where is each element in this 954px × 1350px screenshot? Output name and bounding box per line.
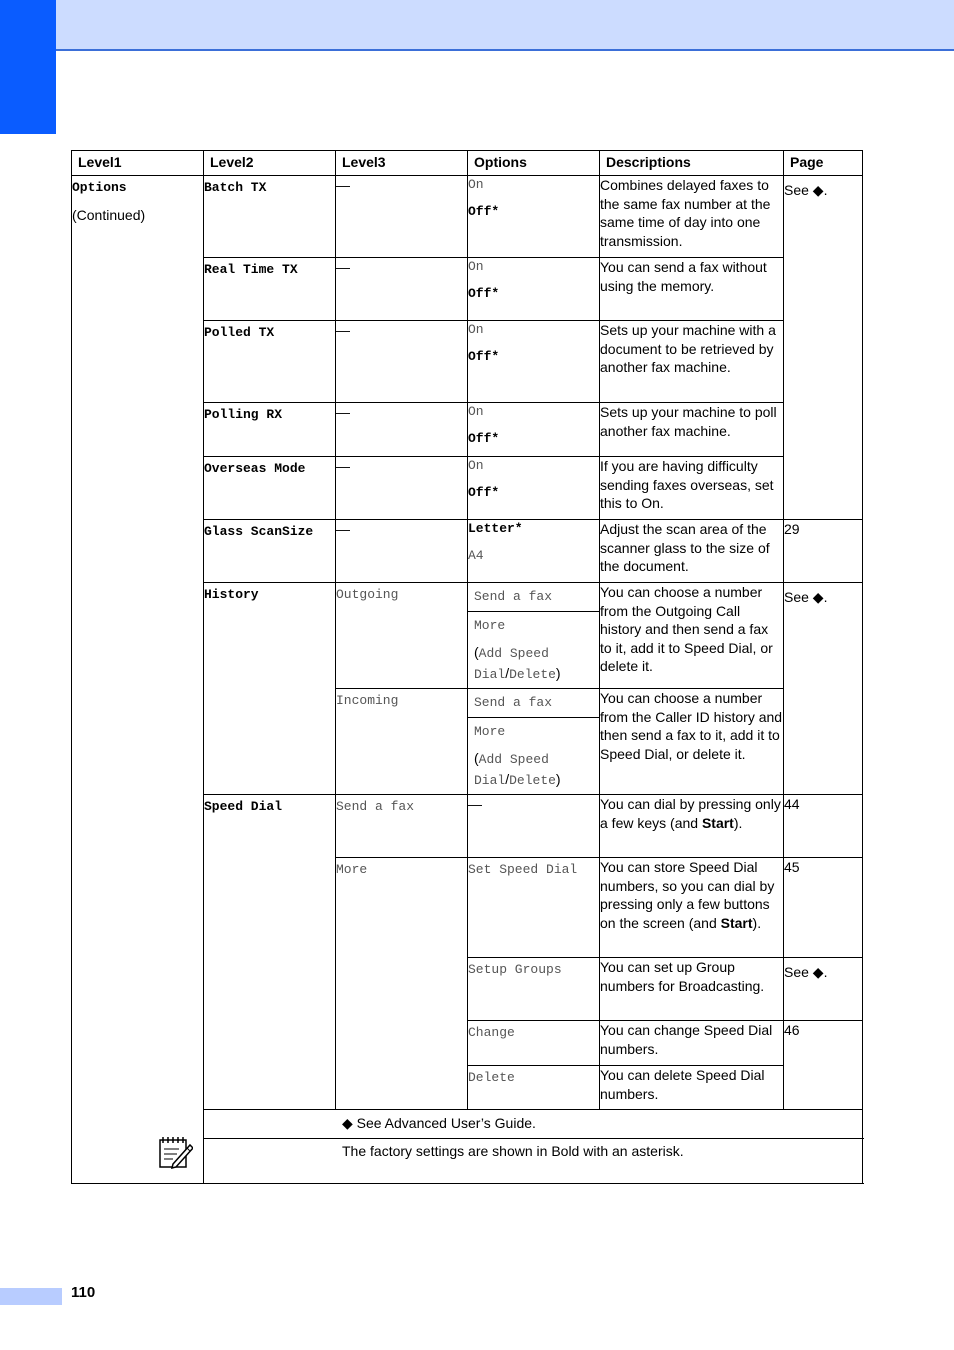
level2-polled-tx: Polled TX bbox=[204, 325, 275, 340]
description: Sets up your machine with a document to be retrieved by another fax machine. bbox=[600, 321, 784, 403]
dash: — bbox=[336, 458, 350, 474]
dash: — bbox=[336, 259, 350, 275]
option-a4: A4 bbox=[468, 548, 484, 563]
description: Adjust the scan area of the scanner glass to the size of the document. bbox=[600, 520, 784, 583]
option-on: On bbox=[468, 177, 484, 192]
option-off-default: Off* bbox=[468, 204, 500, 219]
header-row bbox=[72, 151, 863, 176]
level1-cell bbox=[72, 176, 204, 1184]
description: If you are having difficulty sending faxes overseas, set this to On. bbox=[600, 457, 784, 520]
settings-table bbox=[71, 150, 863, 1184]
level2-real-time-tx: Real Time TX bbox=[204, 262, 298, 277]
option-change: Change bbox=[468, 1025, 515, 1040]
level1-name: Options bbox=[72, 180, 127, 195]
header-level1: Level1 bbox=[72, 151, 204, 176]
header-options: Options bbox=[468, 151, 600, 176]
note-factory-settings: The factory settings are shown in Bold with an asterisk. bbox=[204, 1139, 863, 1184]
description: You can delete Speed Dial numbers. bbox=[600, 1066, 784, 1110]
page-number-ref: 45 bbox=[784, 858, 863, 958]
level3-send-a-fax: Send a fax bbox=[336, 799, 415, 814]
level2-overseas-mode: Overseas Mode bbox=[204, 461, 306, 476]
description: You can set up Group numbers for Broadcasting. bbox=[600, 958, 784, 1021]
header-level2: Level2 bbox=[204, 151, 336, 176]
description: You can change Speed Dial numbers. bbox=[600, 1021, 784, 1066]
chapter-tab bbox=[0, 0, 56, 134]
page-ref-see-advanced: See ◆. bbox=[784, 589, 828, 605]
option-off-default: Off* bbox=[468, 431, 500, 446]
option-off-default: Off* bbox=[468, 349, 500, 364]
level3-incoming: Incoming bbox=[336, 693, 399, 708]
option-on: On bbox=[468, 322, 484, 337]
option-more: More bbox=[474, 617, 506, 633]
description: You can choose a number from the Outgoing Call history and then send a fax to it, add it to Speed Dial, or delete it. bbox=[600, 583, 784, 689]
page-number-ref: 29 bbox=[784, 520, 863, 583]
option-on: On bbox=[468, 458, 484, 473]
level2-batch-tx: Batch TX bbox=[204, 180, 267, 195]
level2-speed-dial: Speed Dial bbox=[204, 799, 283, 814]
level1-continued: (Continued) bbox=[72, 206, 146, 223]
header-bar bbox=[0, 0, 954, 51]
option-set-speed-dial: Set Speed Dial bbox=[468, 862, 578, 877]
option-letter-default: Letter* bbox=[468, 521, 523, 536]
note-pencil-icon bbox=[157, 1133, 193, 1169]
option-send-a-fax: Send a fax bbox=[474, 589, 553, 604]
page-number-ref: 46 bbox=[784, 1021, 863, 1110]
level2-history: History bbox=[204, 587, 259, 602]
level2-glass-scansize: Glass ScanSize bbox=[204, 524, 314, 539]
option-send-a-fax: Send a fax bbox=[474, 695, 553, 710]
level2-polling-rx: Polling RX bbox=[204, 407, 283, 422]
option-more-detail: (Add Speed Dial/Delete) bbox=[474, 750, 561, 788]
level3-more: More bbox=[336, 862, 368, 877]
option-off-default: Off* bbox=[468, 286, 500, 301]
page-number: 110 bbox=[71, 1284, 96, 1301]
dash: — bbox=[336, 404, 350, 420]
description: You can dial by pressing only a few keys (and Start). bbox=[600, 795, 784, 858]
page-footer-bar bbox=[0, 1288, 62, 1305]
description: You can store Speed Dial numbers, so you can dial by pressing only a few buttons on the screen (and Start). bbox=[600, 858, 784, 958]
option-delete: Delete bbox=[468, 1070, 515, 1085]
level3-outgoing: Outgoing bbox=[336, 587, 399, 602]
option-off-default: Off* bbox=[468, 485, 500, 500]
option-on: On bbox=[468, 259, 484, 274]
description: Combines delayed faxes to the same fax number at the same time of day into one transmission. bbox=[600, 176, 784, 258]
header-page: Page bbox=[784, 151, 863, 176]
description: You can send a fax without using the memory. bbox=[600, 258, 784, 321]
option-more: More bbox=[474, 723, 506, 739]
footnote-advanced: ◆ See Advanced User’s Guide. bbox=[204, 1110, 863, 1139]
dash: — bbox=[336, 177, 350, 193]
description: You can choose a number from the Caller ID history and then send a fax to it, add it to Speed Dial, or delete it. bbox=[600, 689, 784, 795]
option-more-detail: (Add Speed Dial/Delete) bbox=[474, 644, 561, 682]
table-row bbox=[72, 176, 863, 258]
header-level3: Level3 bbox=[336, 151, 468, 176]
dash: — bbox=[336, 521, 350, 537]
option-setup-groups: Setup Groups bbox=[468, 962, 562, 977]
description: Sets up your machine to poll another fax machine. bbox=[600, 403, 784, 457]
page-ref-see-advanced: See ◆. bbox=[784, 964, 828, 980]
page-ref-see-advanced: See ◆. bbox=[784, 182, 828, 198]
dash: — bbox=[468, 796, 482, 812]
option-on: On bbox=[468, 404, 484, 419]
page-number-ref: 44 bbox=[784, 795, 863, 858]
dash: — bbox=[336, 322, 350, 338]
header-descriptions: Descriptions bbox=[600, 151, 784, 176]
